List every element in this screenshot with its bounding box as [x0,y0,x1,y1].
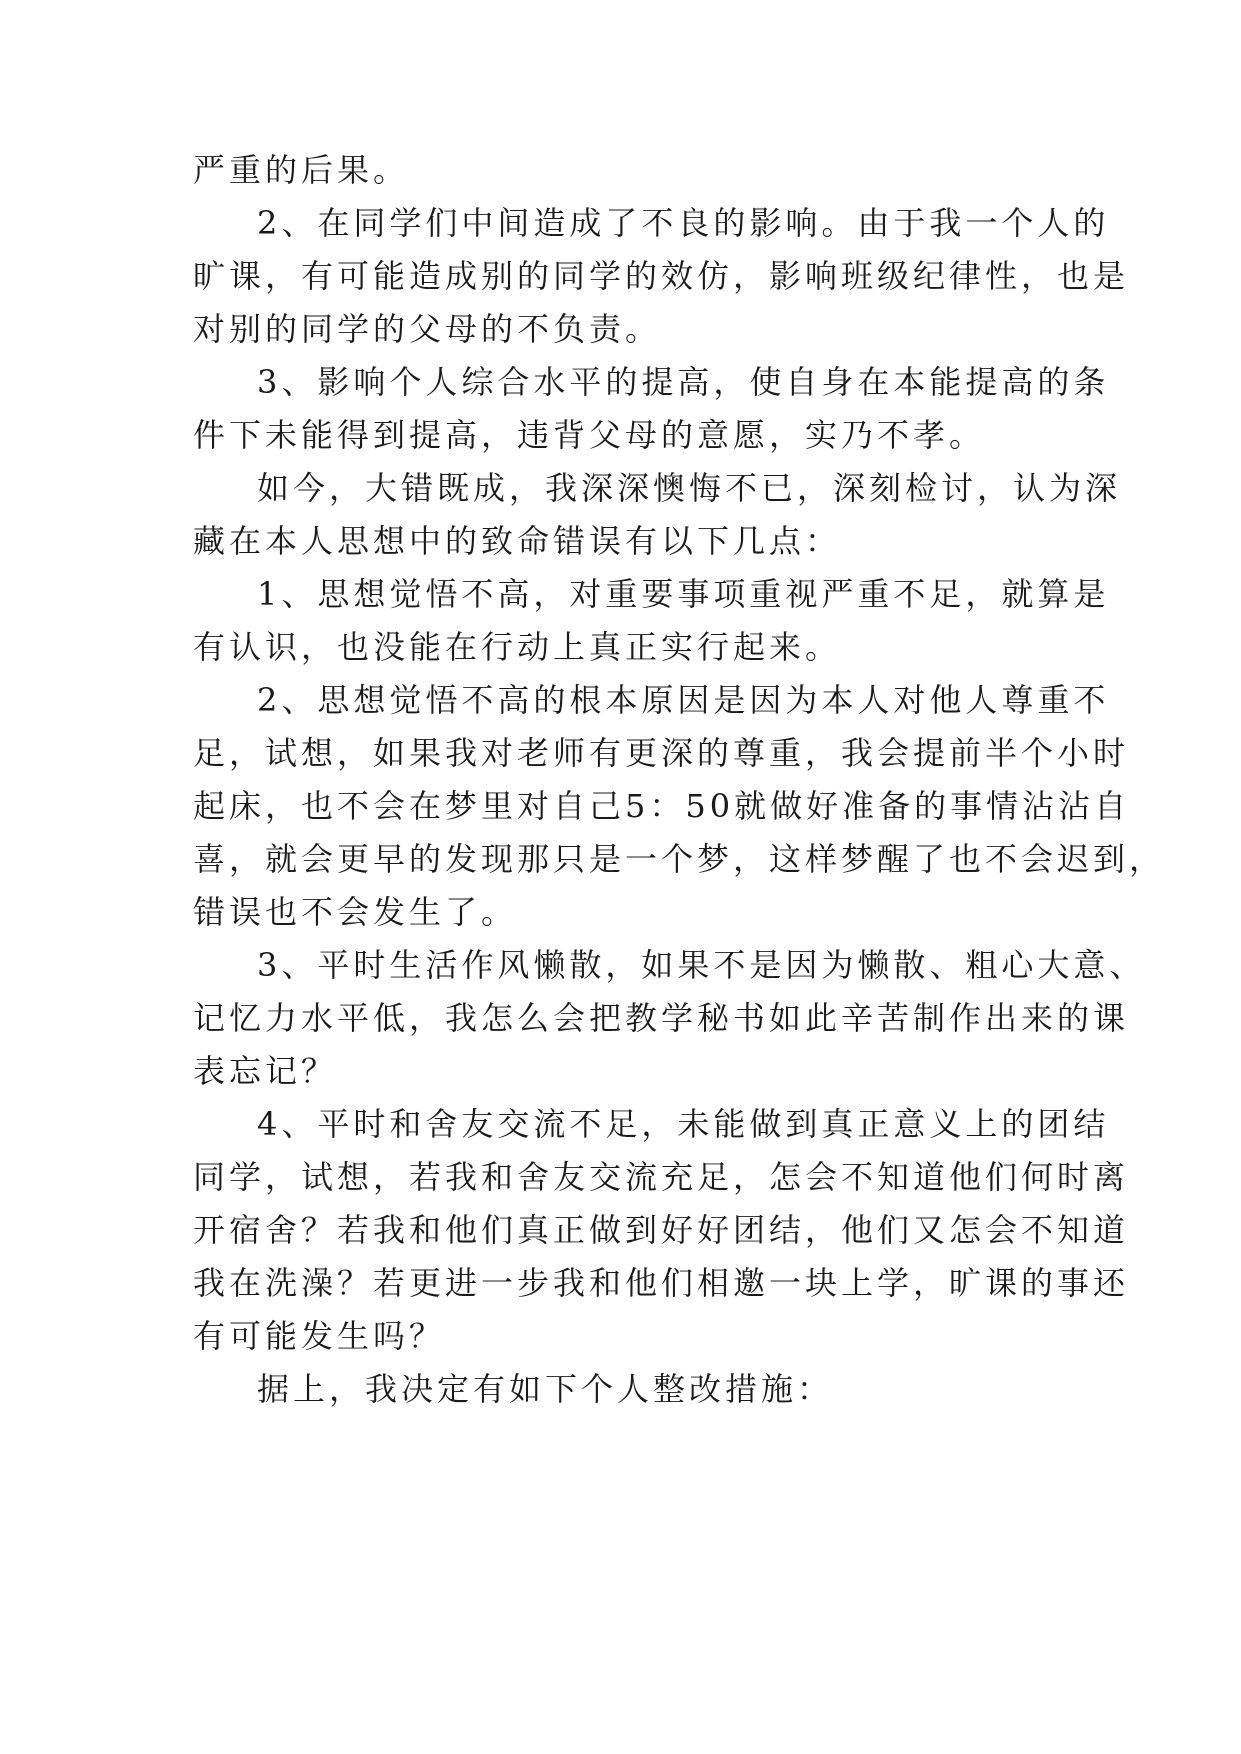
text-line: 有可能发生吗？ [193,1317,446,1355]
paragraph-line: 1、思想觉悟不高，对重要事项重视严重不足，就算是 [257,575,1110,613]
text-line: 足，试想，如果我对老师有更深的尊重，我会提前半个小时 [193,734,1130,772]
text-line: 记忆力水平低，我怎么会把教学秘书如此辛苦制作出来的课 [193,999,1130,1037]
text-line: 藏在本人思想中的致命错误有以下几点： [193,522,842,560]
paragraph-line: 2、思想觉悟不高的根本原因是因为本人对他人尊重不 [257,681,1110,719]
text-line: 喜，就会更早的发现那只是一个梦，这样梦醒了也不会迟到， [193,840,1166,878]
paragraph-line: 据上，我决定有如下个人整改措施： [257,1370,834,1408]
text-line: 对别的同学的父母的不负责。 [193,310,662,348]
paragraph-line: 2、在同学们中间造成了不良的影响。由于我一个人的 [257,204,1110,242]
text-line: 表忘记？ [193,1052,338,1090]
text-line: 起床，也不会在梦里对自己5：50就做好准备的事情沾沾自 [193,787,1131,825]
text-line: 旷课，有可能造成别的同学的效仿，影响班级纪律性，也是 [193,257,1130,295]
text-line: 开宿舍？若我和他们真正做到好好团结，他们又怎会不知道 [193,1211,1130,1249]
text-line: 错误也不会发生了。 [193,893,518,931]
paragraph-line: 4、平时和舍友交流不足，未能做到真正意义上的团结 [257,1105,1110,1143]
paragraph-line: 如今，大错既成，我深深懊悔不已，深刻检讨，认为深 [257,469,1122,507]
text-line: 我在洗澡？若更进一步我和他们相邀一块上学，旷课的事还 [193,1264,1130,1302]
paragraph-line: 3、影响个人综合水平的提高，使自身在本能提高的条 [257,363,1110,401]
text-line: 有认识，也没能在行动上真正实行起来。 [193,628,842,666]
text-line: 严重的后果。 [193,151,410,189]
text-line: 件下未能得到提高，违背父母的意愿，实乃不孝。 [193,416,986,454]
paragraph-line: 3、平时生活作风懒散，如果不是因为懒散、粗心大意、 [257,946,1146,984]
text-line: 同学，试想，若我和舍友交流充足，怎会不知道他们何时离 [193,1158,1130,1196]
